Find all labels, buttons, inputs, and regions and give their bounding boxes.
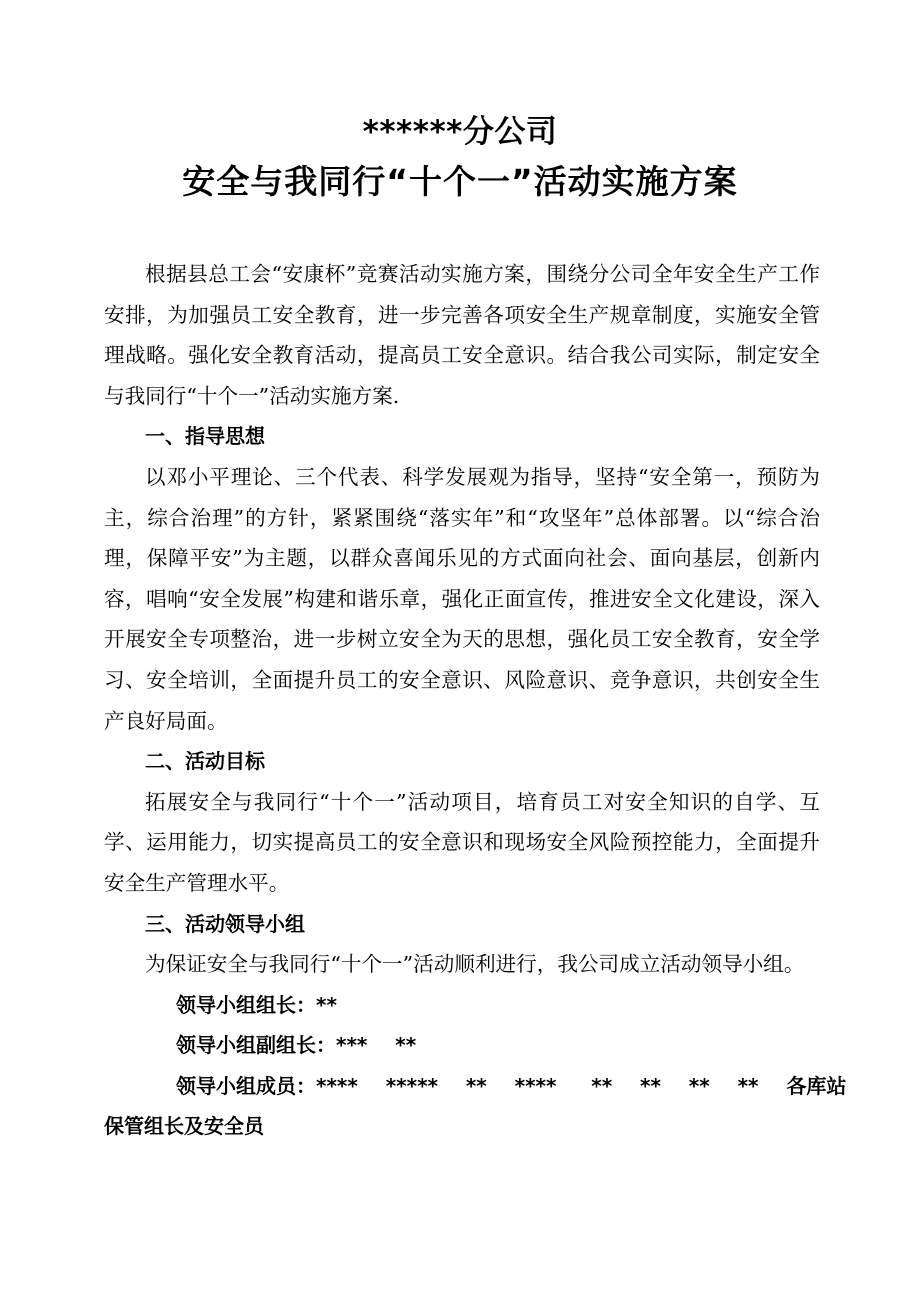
leader-members-names: **** ***** ** **** ** ** ** ** 各库站: [316, 1073, 847, 1098]
leader-deputy-names: *** **: [336, 1033, 417, 1058]
document-title-company: ******分公司: [362, 114, 558, 150]
section-heading-activity-goals: 二、活动目标: [145, 749, 265, 774]
leader-members-label: 领导小组成员：: [176, 1073, 316, 1098]
section-heading-guiding-thought: 一、指导思想: [145, 424, 265, 449]
leader-head-names: **: [316, 992, 337, 1017]
leader-deputy-line: [104, 1025, 820, 1066]
leader-members-line: [104, 1066, 847, 1107]
section-heading-leadership-group: 三、活动领导小组: [145, 911, 305, 936]
document-body: [104, 254, 847, 1147]
section-text-guiding-thought: 以邓小平理论、三个代表、科学发展观为指导，坚持“安全第一，预防为主，综合治理”的方针，紧紧围绕“落实年”和“攻坚年”总体部署。以“综合治理，保障平安”为主题，以群众喜闻乐见的方式面向社会、面向基层，创新内容，唱响“安全发展”构建和谐乐章，强化正面宣传，推进安全文化建设，深入开展安全专项整治，进一步树立安全为天的思想，强化员工安全教育，安全学习、安全培训，全面提升员工的安全意识、风险意识、竞争意识，共创安全生产良好局面。: [104, 464, 820, 733]
leader-head-line: [104, 985, 820, 1026]
leader-deputy-label: 领导小组副组长：: [176, 1033, 336, 1058]
section-text-activity-goals: 拓展安全与我同行“十个一”活动项目，培育员工对安全知识的自学、互学、运用能力，切实提高员工的安全意识和现场安全风险预控能力，全面提升安全生产管理水平。: [104, 789, 820, 895]
intro-paragraph: 根据县总工会“安康杯”竞赛活动实施方案，围绕分公司全年安全生产工作安排，为加强员工安全教育，进一步完善各项安全生产规章制度，实施安全管理战略。强化安全教育活动，提高员工安全意识。结合我公司实际，制定安全与我同行“十个一”活动实施方案.: [104, 262, 820, 408]
leader-head-label: 领导小组组长：: [176, 992, 316, 1017]
section-text-leadership-group: 为保证安全与我同行“十个一”活动顺利进行，我公司成立活动领导小组。: [145, 952, 805, 977]
document-title-plan: 安全与我同行“十个一”活动实施方案: [182, 162, 738, 201]
leader-members-continuation: 保管组长及安全员: [104, 1114, 264, 1139]
